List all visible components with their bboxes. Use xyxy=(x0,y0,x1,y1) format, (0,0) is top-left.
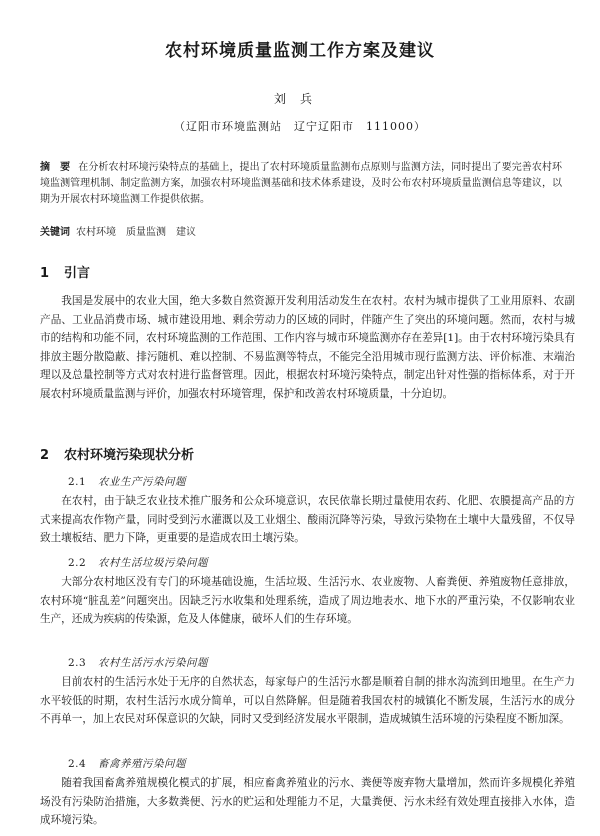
section-heading xyxy=(40,262,570,281)
subsection-number: 2.1 xyxy=(68,476,87,488)
abstract-text: 在分析农村环境污染特点的基础上，提出了农村环境质量监测布点原则与监测方法，同时提出了要完善农村环境监测管理机制、制定监测方案，加强农村环境监测基础和技术体系建设，及时公布农村环境质量监测信息等建议，以期为开展农村环境监测工作提供依据。 xyxy=(40,162,563,205)
subsection-title: 农村生活污水污染问题 xyxy=(98,657,208,669)
subsection-title: 农业生产污染问题 xyxy=(98,476,186,488)
paper-title: 农村环境质量监测工作方案及建议 xyxy=(165,41,435,61)
subsection-heading xyxy=(68,474,568,489)
body-paragraph: 大部分农村地区没有专门的环境基础设施，生活垃圾、生活污水、农业废物、人畜粪便、养殖废物任意排放，农村环境“脏乱差”问题突出。因缺乏污水收集和处理系统，造成了周边地表水、地下水的严重污染，不仅影响农业生产，还成为疾病的传染源，危及人体健康，破坏人们的生存环境。 xyxy=(40,576,575,626)
section-title: 引言 xyxy=(64,266,91,281)
abstract-label: 摘 要 xyxy=(40,162,71,173)
body-paragraph: 我国是发展中的农业大国，绝大多数自然资源开发利用活动发生在农村。农村为城市提供了工业用原料、农副产品、工业品消费市场、城市建设用地、剩余劳动力的区域的同时，伴随产生了突出的环境问题。然而，农村与城市的结构和功能不同，农村环境监测的工作范围、工作内容与城市环境监测亦存在差异[1]。由于农村环境污染具有排放主题分散隐蔽、排污随机、难以控制、不易监测等特点，不能完全沿用城市现行监测方法、评价标准、末端治理以及总量控制等方式对农村进行监督管理。因此，根据农村环境污染特点，制定出针对性强的指标体系，对于开展农村环境质量监测与评价，加强农村环境管理，保护和改善农村环境质量，十分迫切。 xyxy=(40,295,575,400)
subsection-heading xyxy=(68,655,568,670)
keywords-text: 农村环境 质量监测 建议 xyxy=(76,227,196,238)
body-paragraph: 目前农村的生活污水处于无序的自然状态，每家每户的生活污水都是顺着自制的排水沟流到田地里。在生产力水平较低的时期，农村生活污水成分简单，可以自然降解。但是随着我国农村的城镇化不断发展，生活污水的成分不再单一，加上农民对环保意识的欠缺，同时又受到经济发展水平限制，造成城镇生活环境的污染程度不断加深。 xyxy=(40,676,575,726)
body-paragraph: 随着我国畜禽养殖规模化模式的扩展，相应畜禽养殖业的污水、粪便等废弃物大量增加，然而许多规模化养殖场没有污染防治措施，大多数粪便、污水的贮运和处理能力不足，大量粪便、污水未经有效处理直接排入水体，造成环境污染。 xyxy=(40,777,575,827)
section-number: 1 xyxy=(40,266,50,281)
section-number: 2 xyxy=(40,448,50,463)
section-heading xyxy=(40,444,570,463)
subsection-number: 2.4 xyxy=(68,758,87,770)
keywords-block xyxy=(40,225,562,241)
keywords-label: 关键词 xyxy=(40,227,70,238)
subsection-number: 2.3 xyxy=(68,657,87,669)
subsection-title: 畜禽养殖污染问题 xyxy=(98,758,186,770)
author-affiliation: （辽阳市环境监测站 辽宁辽阳市 111000） xyxy=(174,120,426,133)
body-paragraph: 在农村，由于缺乏农业技术推广服务和公众环境意识，农民依靠长期过量使用农药、化肥、农膜提高产品的方式来提高农作物产量，同时受到污水灌溉以及工业烟尘、酸雨沉降等污染，导致污染物在土壤中大量残留，不仅导致土壤板结、肥力下降，更重要的是造成农田土壤污染。 xyxy=(40,495,575,545)
author-name: 刘兵 xyxy=(273,92,326,106)
subsection-title: 农村生活垃圾污染问题 xyxy=(98,557,208,569)
subsection-heading xyxy=(68,555,568,570)
section-title: 农村环境污染现状分析 xyxy=(64,448,195,463)
subsection-number: 2.2 xyxy=(68,557,87,569)
abstract-block xyxy=(40,160,562,208)
subsection-heading xyxy=(68,756,568,771)
